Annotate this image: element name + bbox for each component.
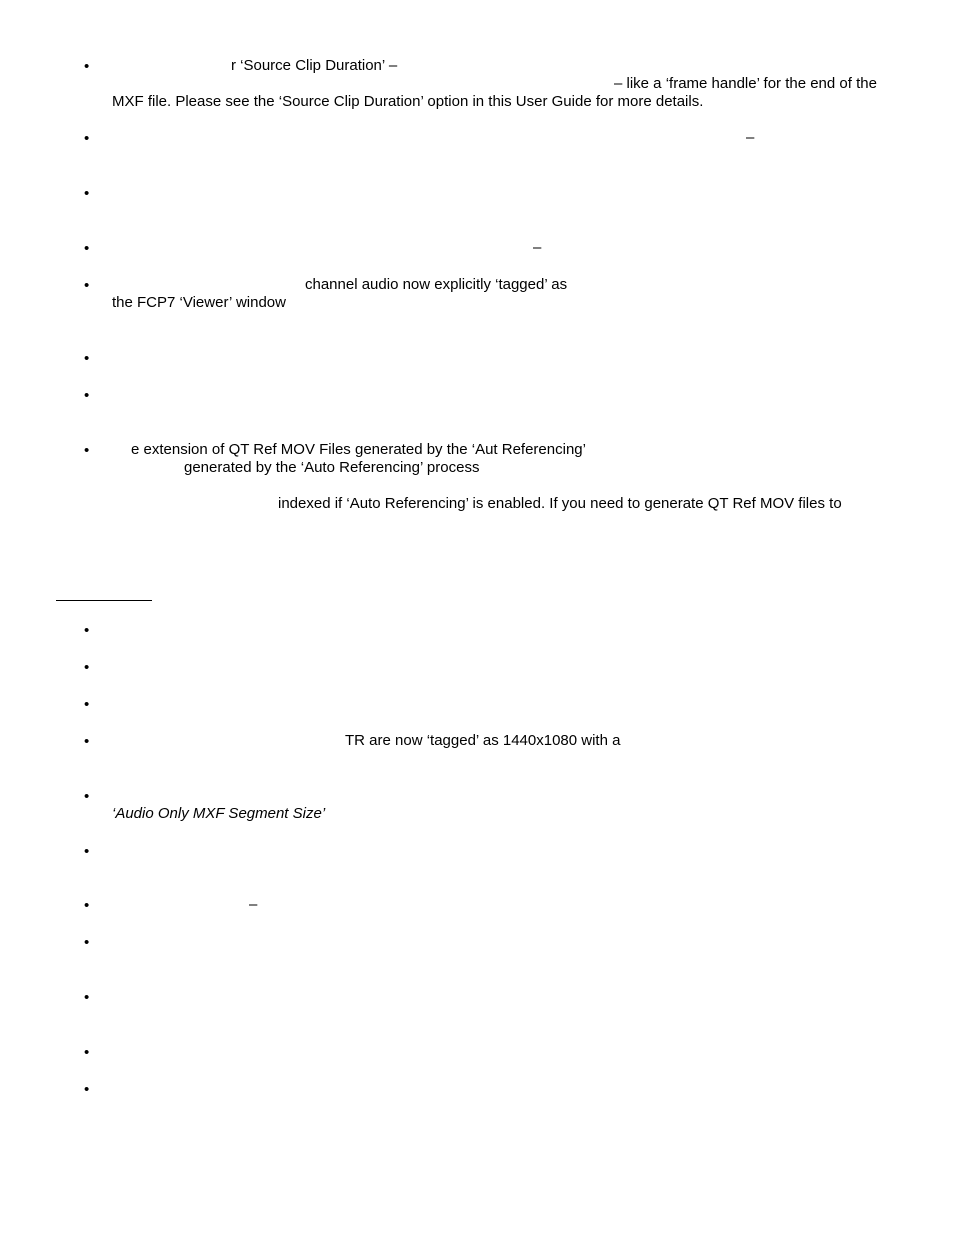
bullet: • — [84, 788, 90, 805]
s1-item5-line2: the FCP7 ‘Viewer’ window — [112, 294, 286, 311]
bullet: • — [84, 277, 90, 294]
s2-item4-line1: TR are now ‘tagged’ as 1440x1080 with a — [345, 732, 621, 749]
bullet: • — [84, 350, 90, 367]
s2-item7-dash: – — [249, 896, 258, 913]
bullet: • — [84, 622, 90, 639]
s2-item5-line2: ‘Audio Only MXF Segment Size’ — [112, 805, 326, 822]
s1-item1-line2: – like a ‘frame handle’ for the end of the — [614, 75, 877, 92]
bullet: • — [84, 989, 90, 1006]
section-heading-underline — [56, 600, 152, 601]
s1-item8-line3: indexed if ‘Auto Referencing’ is enabled. If you need to generate QT Ref MOV files to — [278, 495, 842, 512]
bullet: • — [84, 240, 90, 257]
bullet: • — [84, 934, 90, 951]
s1-item4-dash: – — [533, 239, 542, 256]
bullet: • — [84, 442, 90, 459]
bullet: • — [84, 130, 90, 147]
s1-item5-line1: channel audio now explicitly ‘tagged’ as — [305, 276, 568, 293]
bullet: • — [84, 185, 90, 202]
s1-item8-line1: e extension of QT Ref MOV Files generated by the ‘Aut Referencing’ — [131, 441, 586, 458]
bullet: • — [84, 659, 90, 676]
bullet: • — [84, 696, 90, 713]
bullet: • — [84, 897, 90, 914]
bullet: • — [84, 843, 90, 860]
s1-item8-line2: generated by the ‘Auto Referencing’ process — [184, 459, 480, 476]
bullet: • — [84, 58, 90, 75]
s1-item1-line1: r ‘Source Clip Duration’ – — [231, 57, 398, 74]
bullet: • — [84, 387, 90, 404]
s1-item1-line3: MXF file. Please see the ‘Source Clip Duration’ option in this User Guide for more details. — [112, 93, 704, 110]
bullet: • — [84, 733, 90, 750]
bullet: • — [84, 1081, 90, 1098]
bullet: • — [84, 1044, 90, 1061]
s1-item2-dash: – — [746, 129, 755, 146]
